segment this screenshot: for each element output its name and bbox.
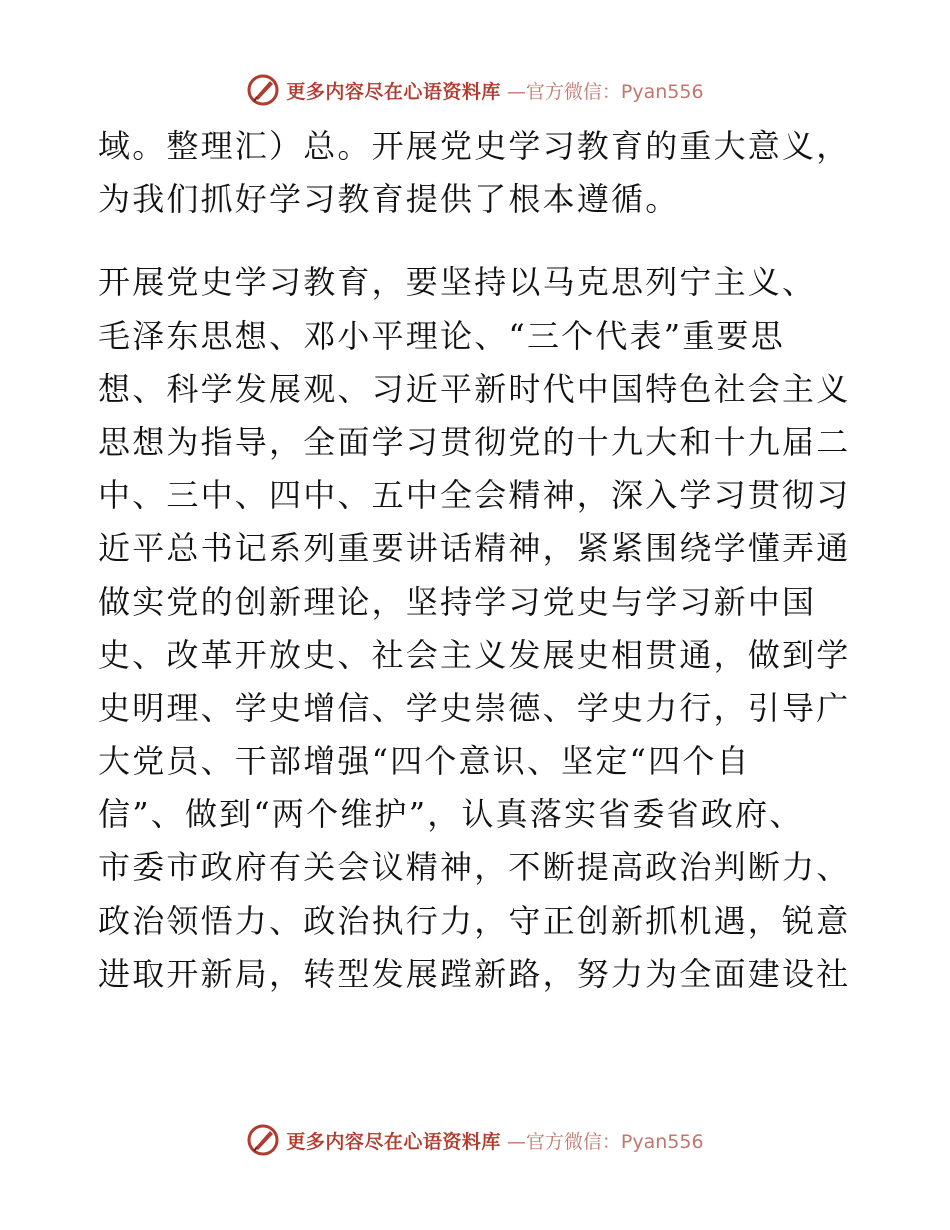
watermark-contact-text: —官方微信：Pyan556 <box>506 80 704 103</box>
footer-watermark <box>0 1120 950 1160</box>
text-line: 开展党史学习教育，要坚持以马克思列宁主义、 <box>98 263 817 302</box>
watermark-contact-text: —官方微信：Pyan556 <box>506 1130 704 1153</box>
watermark-main-text: 更多内容尽在心语资料库 <box>286 1130 501 1153</box>
text-line: 想、科学发展观、习近平新时代中国特色社会主义 <box>98 369 851 408</box>
text-line: 史明理、学史增信、学史崇德、学史力行，引导广 <box>98 688 851 727</box>
text-line: 史、改革开放史、社会主义发展史相贯通，做到学 <box>98 635 851 674</box>
text-line: 政治领悟力、政治执行力，守正创新抓机遇，锐意 <box>98 901 851 940</box>
text-line: 市委市政府有关会议精神，不断提高政治判断力、 <box>98 848 851 887</box>
header-watermark <box>0 70 950 110</box>
quill-logo-icon <box>246 73 280 107</box>
text-line: 毛泽东思想、邓小平理论、“三个代表”重要思 <box>98 316 785 355</box>
text-line: 近平总书记系列重要讲话精神，紧紧围绕学懂弄通 <box>98 529 851 568</box>
text-line: 域。整理汇）总。开展党史学习教育的重大意义， <box>98 127 851 165</box>
quill-logo-icon <box>246 1123 280 1157</box>
paragraph <box>98 120 858 226</box>
document-body <box>98 120 858 1001</box>
text-line: 进取开新局，转型发展蹚新路，努力为全面建设社 <box>98 954 851 993</box>
text-line: 做实党的创新理论，坚持学习党史与学习新中国 <box>98 582 817 621</box>
watermark-main-text: 更多内容尽在心语资料库 <box>286 80 501 103</box>
text-line: 信”、做到“两个维护”，认真落实省委省政府、 <box>98 795 804 834</box>
text-line: 大党员、干部增强“四个意识、坚定“四个自 <box>98 742 751 781</box>
text-line: 为我们抓好学习教育提供了根本遵循。 <box>98 180 680 219</box>
text-line: 思想为指导，全面学习贯彻党的十九大和十九届二 <box>98 422 851 461</box>
paragraph <box>98 256 858 1001</box>
text-line: 中、三中、四中、五中全会精神，深入学习贯彻习 <box>98 476 851 515</box>
